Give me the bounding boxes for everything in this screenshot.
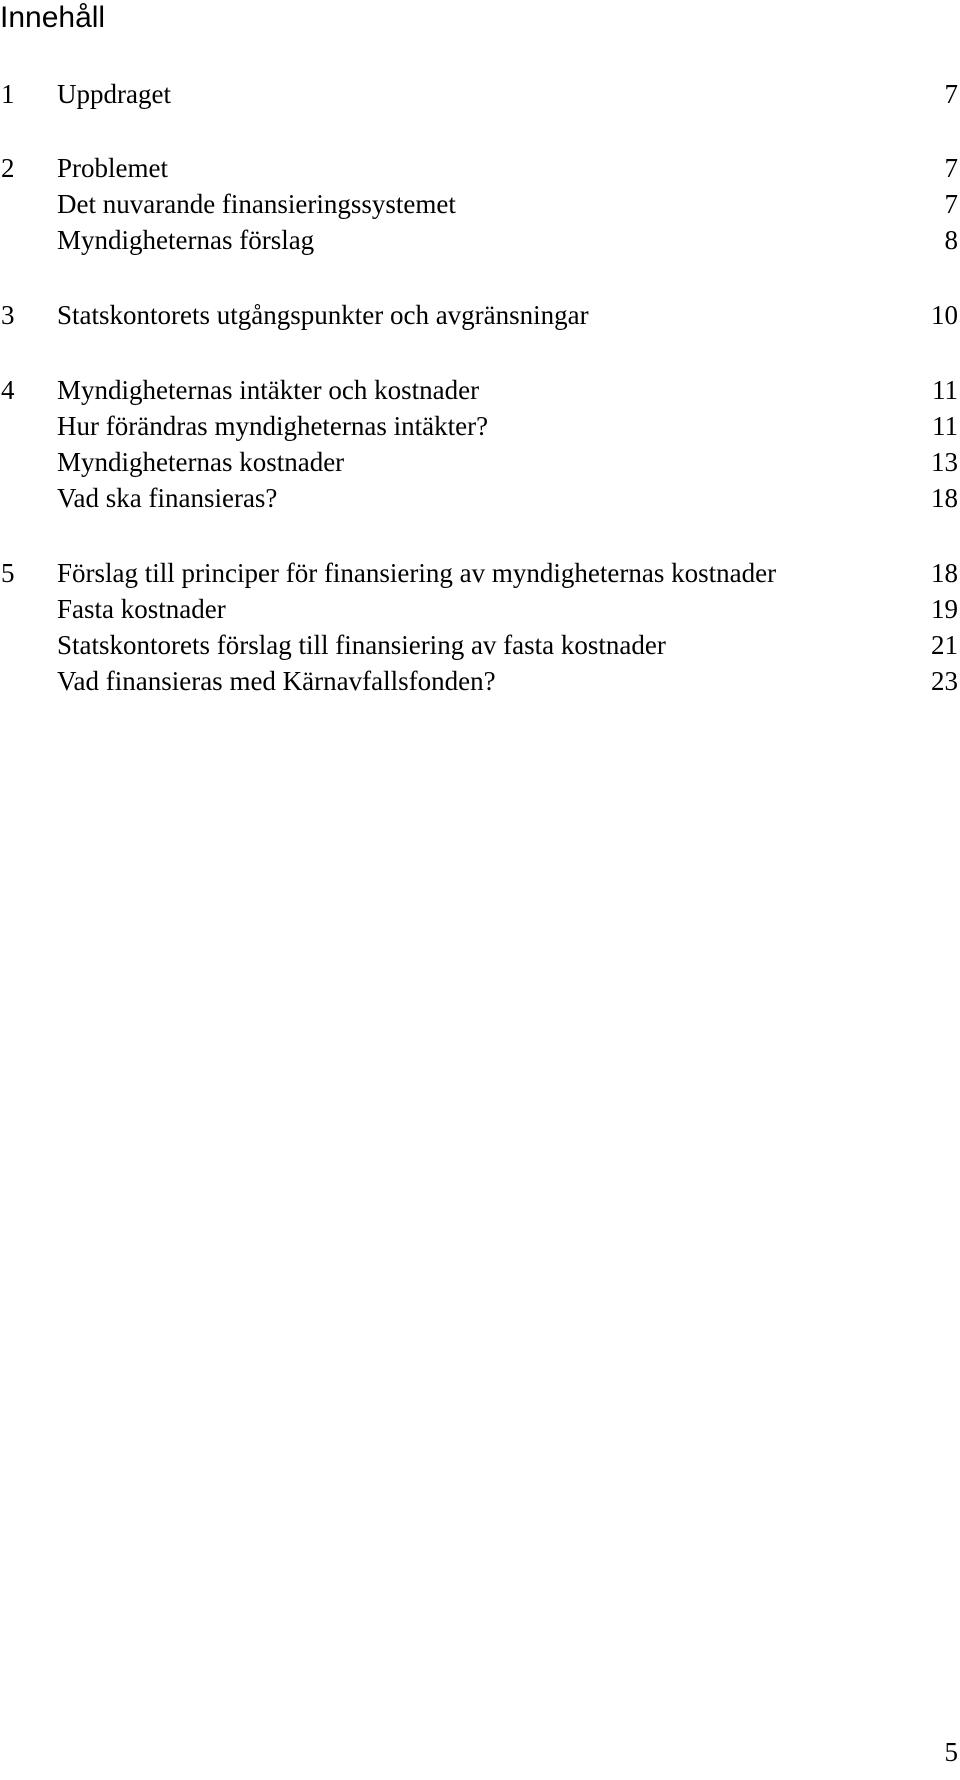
toc-entry-section[interactable]: [0, 663, 958, 699]
toc-entry-chapter[interactable]: [0, 372, 958, 408]
toc-entry-section[interactable]: [0, 222, 958, 258]
toc-entry-section[interactable]: [0, 408, 958, 444]
toc-chapter-number: 1: [1, 79, 15, 109]
toc-entry-chapter[interactable]: [0, 150, 958, 186]
toc-entry-chapter[interactable]: [0, 555, 958, 591]
toc-entry-title: Statskontorets utgångspunkter och avgränsningar: [57, 300, 589, 330]
toc-entry-title: Det nuvarande finansieringssystemet: [57, 189, 456, 219]
table-of-contents: [0, 0, 960, 760]
toc-page-number: 7: [944, 153, 958, 183]
toc-chapter-number: 5: [1, 558, 15, 588]
toc-entry-title: Myndigheternas kostnader: [57, 447, 345, 477]
toc-chapter-number: 4: [1, 375, 15, 405]
toc-entry-title: Fasta kostnader: [57, 594, 226, 624]
toc-entry-title: Myndigheternas förslag: [57, 225, 315, 255]
toc-entry-title: Myndigheternas intäkter och kostnader: [57, 375, 480, 405]
toc-page-number: 10: [931, 300, 958, 330]
toc-page-number: 8: [944, 225, 958, 255]
page-number: 5: [944, 1737, 958, 1767]
toc-entry-chapter[interactable]: [0, 297, 958, 333]
toc-chapter-number: 3: [1, 300, 15, 330]
toc-entry-chapter[interactable]: [0, 76, 958, 112]
toc-entry-title: Vad finansieras med Kärnavfallsfonden?: [57, 666, 496, 696]
toc-entry-title: Förslag till principer för finansiering av myndigheternas kostnader: [57, 558, 777, 588]
toc-page-number: 7: [944, 189, 958, 219]
toc-entry-title: Hur förändras myndigheternas intäkter?: [57, 411, 489, 441]
toc-page-number: 23: [931, 666, 958, 696]
toc-entry-section[interactable]: [0, 444, 958, 480]
toc-entry-title: Statskontorets förslag till finansiering av fasta kostnader: [57, 630, 666, 660]
toc-page-number: 18: [931, 483, 958, 513]
toc-entry-section[interactable]: [0, 627, 958, 663]
toc-entry-title: Problemet: [57, 153, 168, 183]
toc-entry-title: Uppdraget: [57, 79, 171, 109]
toc-page-number: 11: [932, 375, 958, 405]
page-title: Innehåll: [0, 1, 106, 34]
toc-entry-section[interactable]: [0, 186, 958, 222]
toc-page-number: 19: [931, 594, 958, 624]
toc-page-number: 11: [932, 411, 958, 441]
toc-page-number: 13: [931, 447, 958, 477]
toc-entry-section[interactable]: [0, 591, 958, 627]
toc-page-number: 21: [931, 630, 958, 660]
toc-page-number: 18: [931, 558, 958, 588]
toc-chapter-number: 2: [1, 153, 15, 183]
toc-entry-section[interactable]: [0, 480, 958, 516]
toc-entry-title: Vad ska finansieras?: [57, 483, 278, 513]
toc-page-number: 7: [944, 79, 958, 109]
